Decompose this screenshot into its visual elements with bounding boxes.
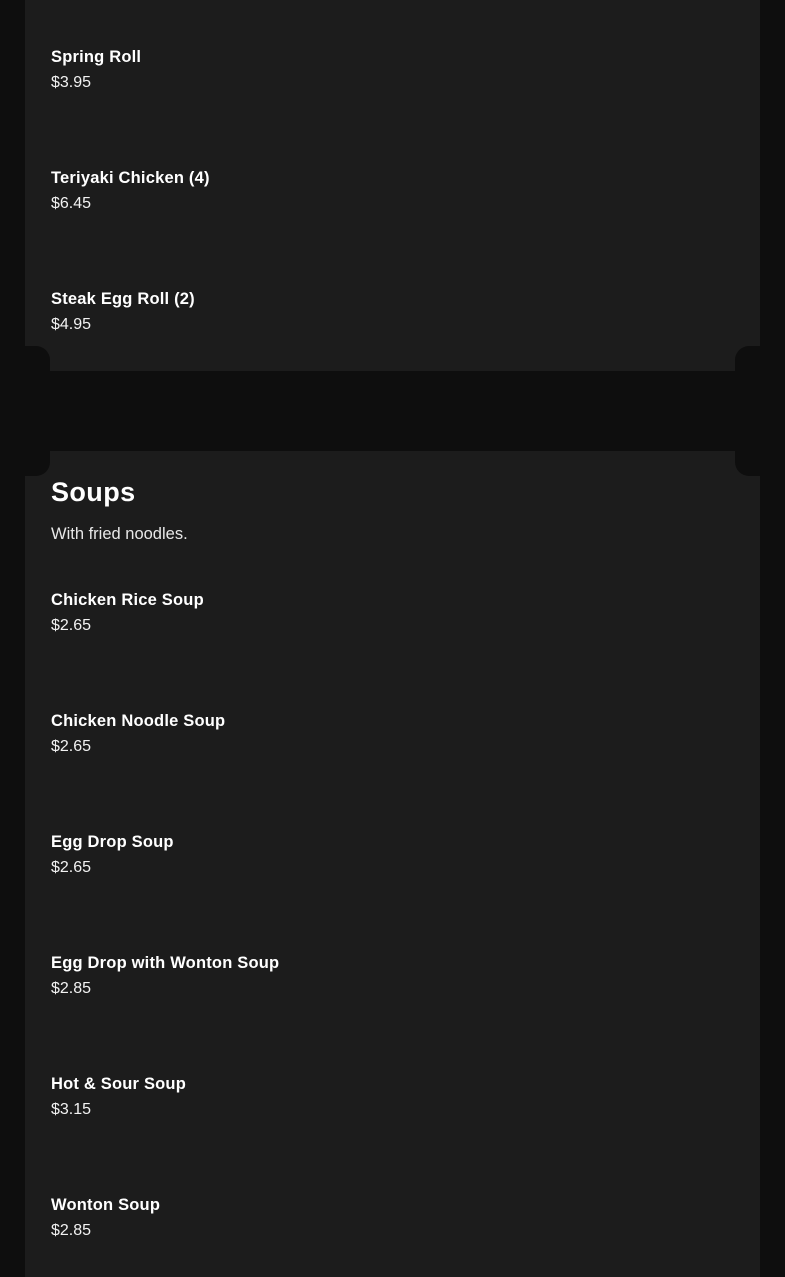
item-name: Steak Egg Roll (2) (51, 290, 195, 308)
item-price: $3.15 (51, 1101, 92, 1118)
item-price: $3.95 (51, 74, 92, 91)
menu-section-soups (25, 451, 760, 1277)
list-item[interactable] (51, 831, 734, 878)
item-price: $2.85 (51, 980, 92, 997)
card-notch-bottom-left (24, 346, 50, 372)
item-price: $6.45 (51, 195, 92, 212)
card-notch-top-right (735, 450, 761, 476)
item-price: $2.65 (51, 738, 92, 755)
list-item[interactable] (51, 589, 734, 636)
item-price: $2.85 (51, 1222, 92, 1239)
item-price: $2.65 (51, 859, 92, 876)
list-item[interactable] (51, 288, 734, 335)
item-name: Egg Drop with Wonton Soup (51, 954, 280, 972)
menu-section-appetizers (25, 0, 760, 371)
card-notch-top-left (24, 450, 50, 476)
section-title: Soups (51, 477, 136, 507)
card-notch-bottom-right (735, 346, 761, 372)
list-item[interactable] (51, 167, 734, 214)
item-name: Wonton Soup (51, 1196, 161, 1214)
item-price: $4.95 (51, 316, 92, 333)
section-gap (0, 371, 785, 451)
item-name: Chicken Noodle Soup (51, 712, 226, 730)
list-item[interactable] (51, 710, 734, 757)
item-name: Hot & Sour Soup (51, 1075, 186, 1093)
item-name: Chicken Rice Soup (51, 591, 204, 609)
item-name: Spring Roll (51, 48, 142, 66)
section-note: With fried noodles. (51, 525, 188, 543)
appetizers-item-list (51, 46, 734, 335)
soups-item-list (51, 589, 734, 1241)
list-item[interactable] (51, 46, 734, 93)
list-item[interactable] (51, 1073, 734, 1120)
appetizers-top-padding (51, 0, 734, 46)
list-item[interactable] (51, 952, 734, 999)
list-item[interactable] (51, 1194, 734, 1241)
item-name: Teriyaki Chicken (4) (51, 169, 210, 187)
item-price: $2.65 (51, 617, 92, 634)
item-name: Egg Drop Soup (51, 833, 174, 851)
